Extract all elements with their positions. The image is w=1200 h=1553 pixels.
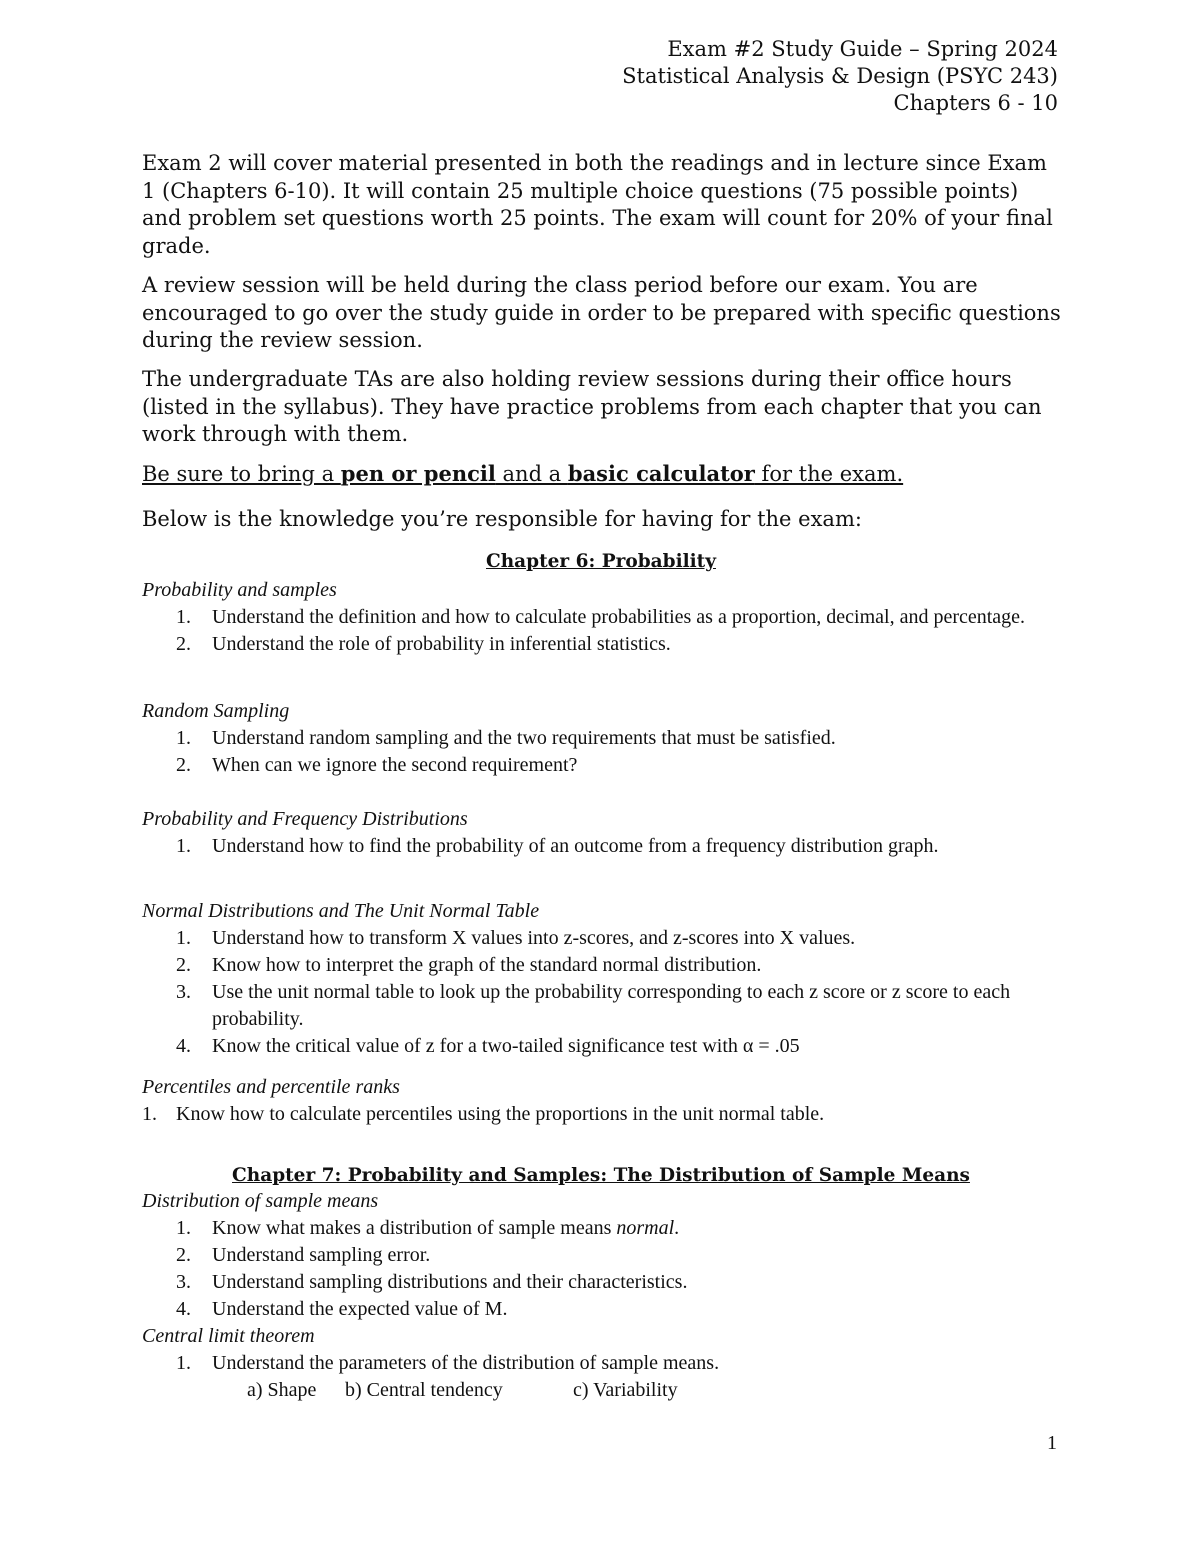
page-number: 1 bbox=[1047, 1432, 1057, 1454]
intro-bring-reminder: Be sure to bring a pen or pencil and a basic calculator for the exam. bbox=[142, 461, 904, 486]
list-item: 1. Understand random sampling and the two requirements that must be satisfied. bbox=[176, 727, 836, 749]
list-item: 2. Know how to interpret the graph of the standard normal distribution. bbox=[176, 954, 762, 976]
list-item: 1. Understand the parameters of the distribution of sample means. bbox=[176, 1352, 720, 1374]
section-title: Probability and samples bbox=[142, 579, 337, 601]
chapter-7-title: Chapter 7: Probability and Samples: The Distribution of Sample Means bbox=[232, 1165, 970, 1186]
header-chapters: Chapters 6 - 10 bbox=[893, 91, 1058, 115]
list-item: 2. When can we ignore the second requirement? bbox=[176, 754, 578, 776]
list-item: 4. Know the critical value of z for a two-tailed significance test with α = .05 bbox=[176, 1035, 800, 1057]
section-title: Normal Distributions and The Unit Normal Table bbox=[142, 900, 540, 922]
sub-list-parameters bbox=[142, 1377, 1062, 1404]
list-item: 4. Understand the expected value of M. bbox=[176, 1298, 508, 1320]
section-central-limit-theorem bbox=[142, 1323, 1062, 1404]
list-item: 1. Understand the definition and how to calculate probabilities as a proportion, decimal, and percentage. bbox=[176, 606, 1026, 628]
intro-paragraph-review-session: A review session will be held during the class period before our exam. You are encouraged to go over the study guide in order to be prepared with specific questions during the review session. bbox=[142, 273, 1061, 352]
section-random-sampling bbox=[142, 698, 1062, 779]
sub-item-shape: a) Shape bbox=[247, 1379, 317, 1401]
section-title: Random Sampling bbox=[142, 700, 290, 722]
list-item: 1. Know what makes a distribution of sample means normal. bbox=[176, 1217, 680, 1239]
section-normal-distributions bbox=[142, 898, 1062, 1060]
section-title: Probability and Frequency Distributions bbox=[142, 808, 468, 830]
list-item: 2. Understand sampling error. bbox=[176, 1244, 431, 1266]
sub-item-variability: c) Variability bbox=[573, 1379, 678, 1401]
chapter-6-title: Chapter 6: Probability bbox=[486, 551, 716, 572]
list-item: 3. Use the unit normal table to look up the probability corresponding to each z score or z score to each probability. bbox=[176, 981, 1011, 1030]
intro-knowledge-lead: Below is the knowledge you’re responsible for having for the exam: bbox=[142, 507, 862, 531]
intro-paragraph-coverage: Exam 2 will cover material presented in both the readings and in lecture since Exam 1 (Chapters 6-10). It will contain 25 multiple choice questions (75 possible points) and problem set questions worth 25 points. The exam will count for 20% of your final grade. bbox=[142, 151, 1053, 258]
section-title: Distribution of sample means bbox=[142, 1190, 379, 1212]
list-item: 1. Know how to calculate percentiles using the proportions in the unit normal table. bbox=[142, 1103, 825, 1125]
document-header bbox=[622, 36, 1058, 117]
section-title: Percentiles and percentile ranks bbox=[142, 1076, 400, 1098]
intro-paragraph-ta-sessions: The undergraduate TAs are also holding review sessions during their office hours (listed in the syllabus). They have practice problems from each chapter that you can work through with them. bbox=[142, 367, 1042, 446]
section-probability-and-samples bbox=[142, 577, 1062, 658]
section-title: Central limit theorem bbox=[142, 1325, 315, 1347]
section-probability-frequency-distributions bbox=[142, 806, 1062, 860]
list-item: 3. Understand sampling distributions and their characteristics. bbox=[176, 1271, 688, 1293]
section-percentiles bbox=[142, 1074, 1062, 1128]
sub-item-central-tendency: b) Central tendency bbox=[345, 1379, 503, 1401]
list-item: 2. Understand the role of probability in inferential statistics. bbox=[176, 633, 671, 655]
list-item: 1. Understand how to find the probability of an outcome from a frequency distribution graph. bbox=[176, 835, 939, 857]
section-distribution-of-sample-means bbox=[142, 1188, 1062, 1323]
header-course-title: Statistical Analysis & Design (PSYC 243) bbox=[622, 64, 1058, 88]
list-item: 1. Understand how to transform X values into z-scores, and z-scores into X values. bbox=[176, 927, 856, 949]
header-exam-title: Exam #2 Study Guide – Spring 2024 bbox=[667, 37, 1058, 61]
